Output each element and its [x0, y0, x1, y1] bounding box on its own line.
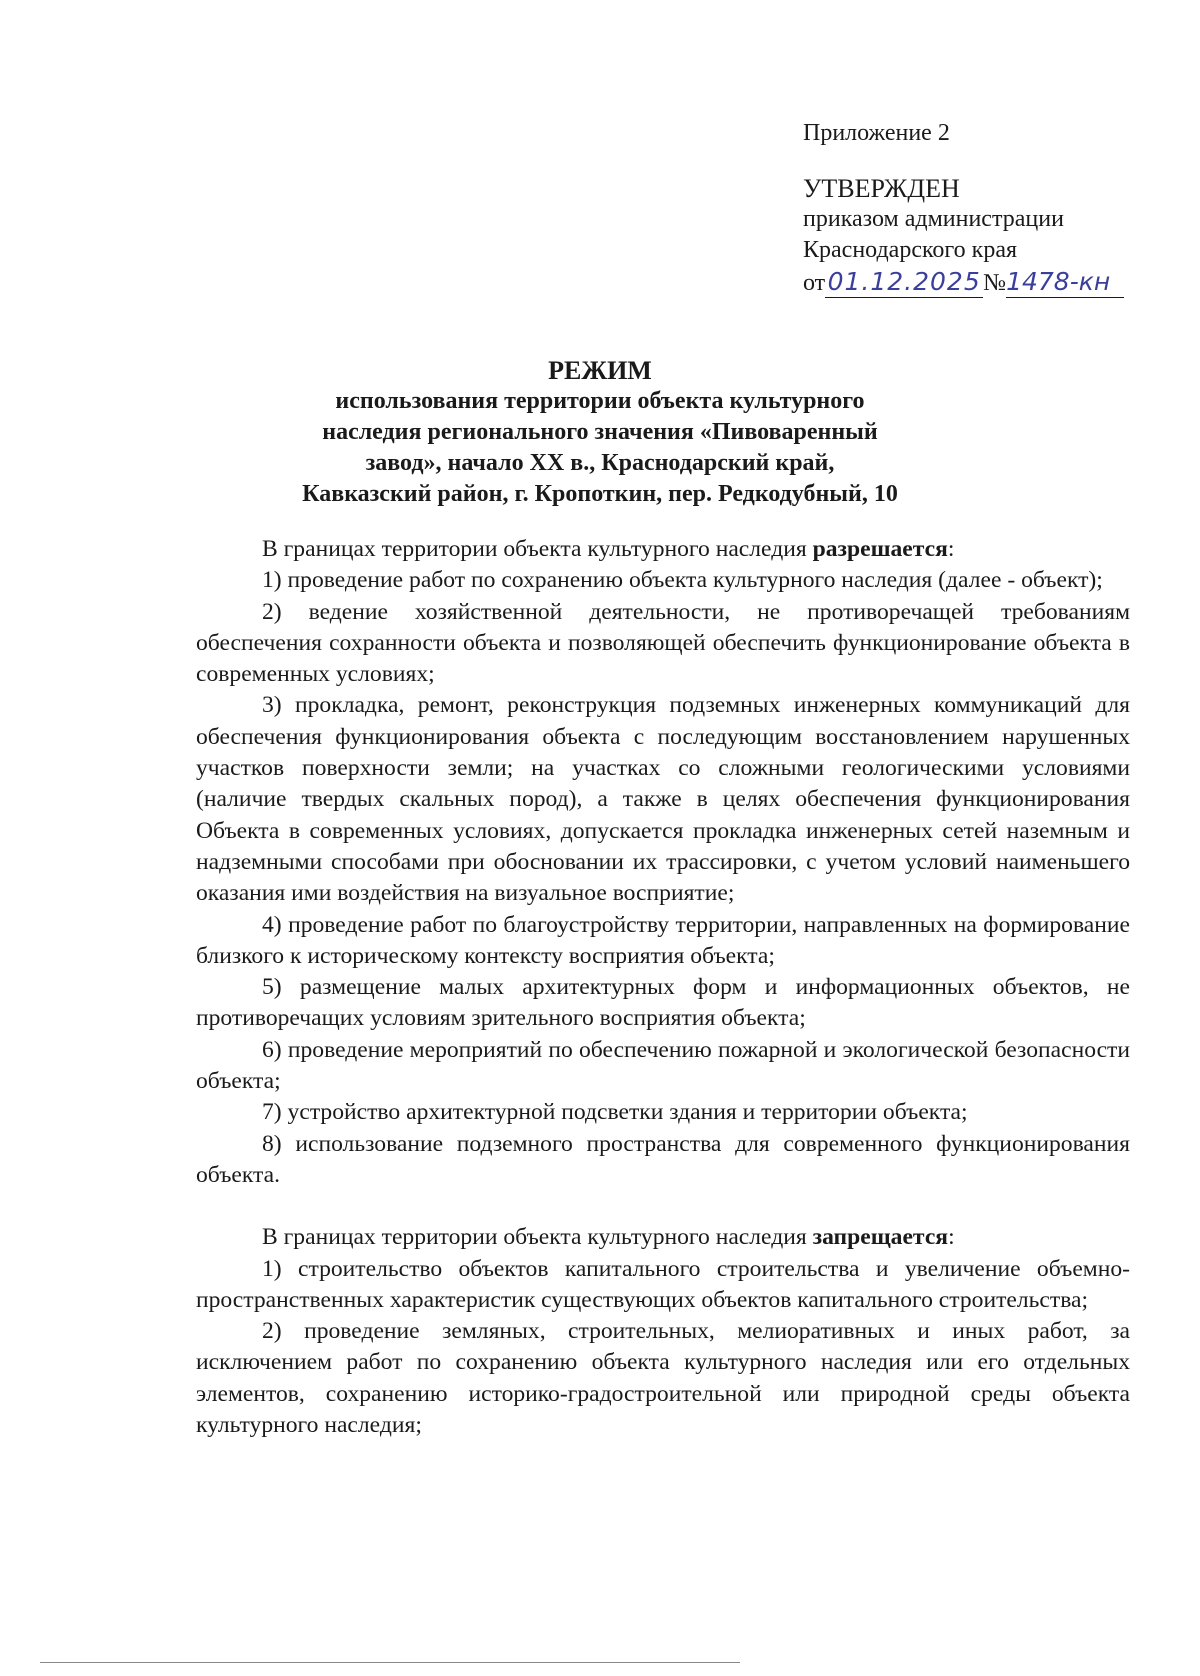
number-sign: №	[983, 270, 1007, 296]
allowed-item: 1) проведение работ по сохранению объекта культурного наследия (далее - объект);	[262, 567, 1103, 594]
approved-by-line2: Краснодарского края	[803, 237, 1018, 263]
prohibited-intro: В границах территории объекта культурного наследия запрещается:	[262, 1224, 955, 1251]
allowed-item: 2) ведение хозяйственной деятельности, не противоречащей требованиям обеспечения сохранности объекта и позволяющей обеспечить функционирование объекта в современных условиях;	[196, 598, 1130, 688]
approval-stamp	[803, 118, 1124, 299]
title-heading: РЕЖИМ	[548, 356, 652, 385]
date-prefix: от	[803, 270, 826, 296]
approved-label: УТВЕРЖДЕН	[803, 174, 960, 203]
prohibited-item: 1) строительство объектов капитального строительства и увеличение объемно-пространственных характеристик существующих объектов капитального строительства;	[196, 1255, 1130, 1313]
prohibited-item: 2) проведение земляных, строительных, мелиоративных и иных работ, за исключением работ по сохранению объекта культурного наследия или его отдельных элементов, сохранению историко-градостроительной или природной среды объекта культурного наследия;	[196, 1318, 1130, 1439]
allowed-intro: В границах территории объекта культурного наследия разрешается:	[262, 536, 955, 562]
page-bottom-rule	[40, 1662, 740, 1663]
approved-by-line1: приказом администрации	[803, 206, 1064, 232]
prohibited-keyword: запрещается	[812, 1224, 949, 1251]
title-line-3: завод», начало XX в., Краснодарский край,	[365, 450, 835, 476]
document-body	[196, 534, 1130, 1441]
allowed-item: 8) использование подземного пространства для современного функционирования объекта.	[196, 1130, 1130, 1188]
allowed-item: 6) проведение мероприятий по обеспечению пожарной и экологической безопасности объекта;	[196, 1036, 1130, 1095]
title-line-2: наследия регионального значения «Пивоваренный	[322, 419, 878, 445]
allowed-keyword: разрешается	[812, 536, 948, 562]
allowed-item: 7) устройство архитектурной подсветки здания и территории объекта;	[262, 1099, 968, 1126]
document-title	[0, 355, 1200, 510]
allowed-item: 3) прокладка, ремонт, реконструкция подземных инженерных коммуникаций для обеспечения функционирования объекта с последующим восстановлением нарушенных участков поверхности земли; на участках со сложными геологическими условиями (наличие твердых скальных пород), а также в целях обеспечения функционирования Объекта в современных условиях, допускается прокладка инженерных сетей наземным и надземными способами при обосновании их трассировки, с учетом условий наименьшего оказания ими воздействия на визуальное восприятие;	[196, 692, 1130, 907]
order-date-number	[803, 266, 1124, 299]
allowed-item: 5) размещение малых архитектурных форм и информационных объектов, не противоречащих условиям зрительного восприятия объекта;	[196, 974, 1130, 1032]
title-line-4: Кавказский район, г. Кропоткин, пер. Редкодубный, 10	[302, 481, 898, 507]
allowed-item: 4) проведение работ по благоустройству территории, направленных на формирование близкого к историческому контексту восприятия объекта;	[196, 911, 1130, 969]
title-line-1: использования территории объекта культурного	[335, 388, 865, 414]
handwritten-number: 1478-кн	[1006, 266, 1124, 298]
handwritten-date: 01.12.2025	[825, 266, 983, 298]
appendix-label: Приложение 2	[803, 120, 950, 146]
